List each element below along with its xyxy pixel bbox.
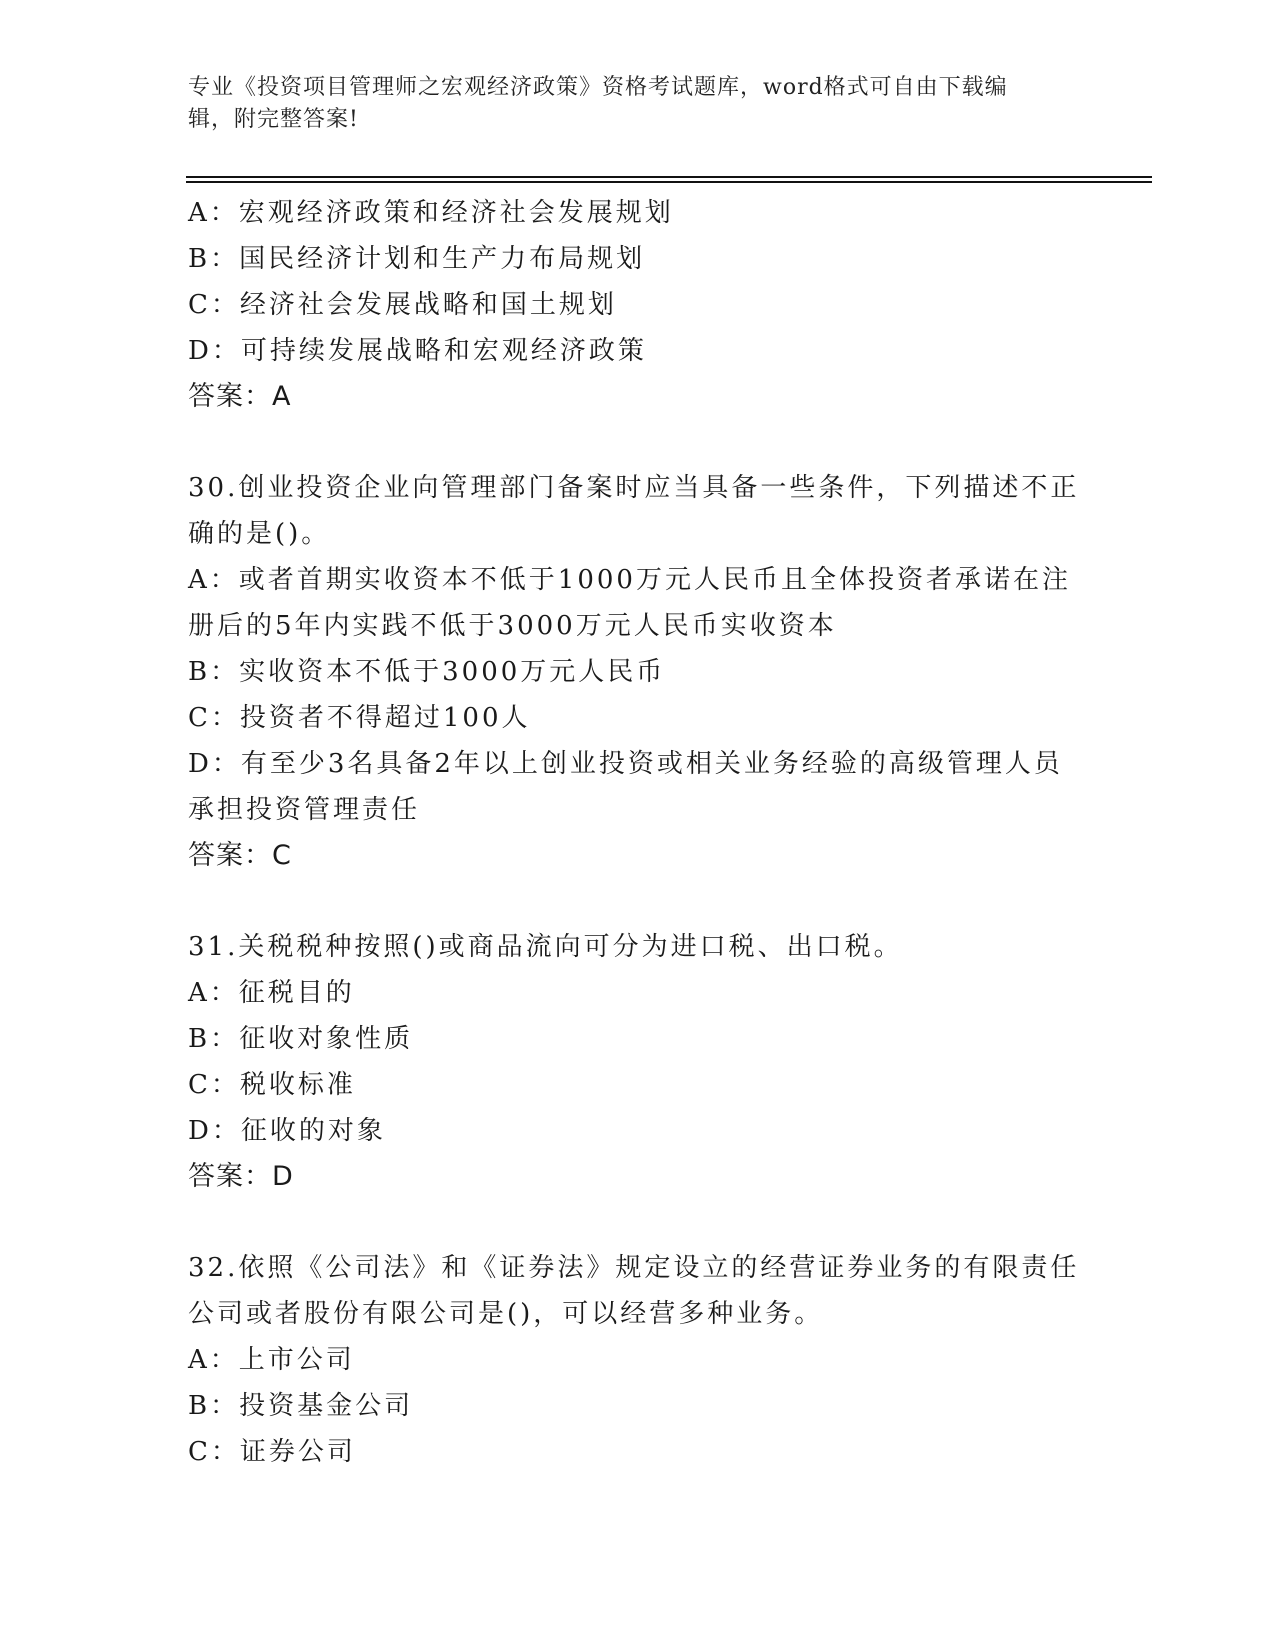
option-c: C：经济社会发展战略和国土规划	[188, 290, 617, 320]
question-text-cont: 确的是()。	[188, 519, 331, 549]
question-32	[188, 1245, 1088, 1475]
answer: 答案：D	[188, 1161, 294, 1192]
question-text: 30.创业投资企业向管理部门备案时应当具备一些条件，下列描述不正	[188, 473, 1080, 503]
header-line-1: 专业《投资项目管理师之宏观经济政策》资格考试题库，word格式可自由下载编	[188, 75, 1008, 100]
question-text: 32.依照《公司法》和《证券法》规定设立的经营证券业务的有限责任	[188, 1253, 1080, 1283]
question-text-cont: 公司或者股份有限公司是()，可以经营多种业务。	[188, 1299, 824, 1329]
option-a: A：上市公司	[188, 1345, 355, 1375]
question-list	[188, 190, 1088, 1475]
option-c: C：证券公司	[188, 1437, 356, 1467]
question-30	[188, 465, 1088, 879]
option-d-cont: 承担投资管理责任	[188, 795, 421, 825]
question-text: 31.关税税种按照()或商品流向可分为进口税、出口税。	[188, 932, 903, 962]
option-b: B：征收对象性质	[188, 1024, 414, 1054]
option-a: A：或者首期实收资本不低于1000万元人民币且全体投资者承诺在注	[188, 565, 1071, 595]
answer: 答案：C	[188, 840, 292, 871]
option-a: A：宏观经济政策和经济社会发展规划	[188, 198, 674, 228]
header-divider-bottom	[186, 181, 1152, 183]
question-31	[188, 924, 1088, 1200]
option-a: A：征税目的	[188, 978, 355, 1008]
option-c: C：投资者不得超过100人	[188, 703, 531, 733]
option-b: B：国民经济计划和生产力布局规划	[188, 244, 646, 274]
option-b: B：投资基金公司	[188, 1391, 414, 1421]
option-a-cont: 册后的5年内实践不低于3000万元人民币实收资本	[188, 611, 837, 641]
option-b: B：实收资本不低于3000万元人民币	[188, 657, 666, 687]
option-d: D：有至少3名具备2年以上创业投资或相关业务经验的高级管理人员	[188, 749, 1063, 779]
header-divider-top	[186, 176, 1152, 178]
header-line-2: 辑，附完整答案!	[188, 107, 359, 132]
option-c: C：税收标准	[188, 1070, 356, 1100]
question-previous	[188, 190, 1088, 420]
option-d: D：可持续发展战略和宏观经济政策	[188, 336, 647, 366]
answer: 答案：A	[188, 381, 292, 412]
document-header	[188, 72, 1068, 136]
option-d: D：征收的对象	[188, 1116, 386, 1146]
